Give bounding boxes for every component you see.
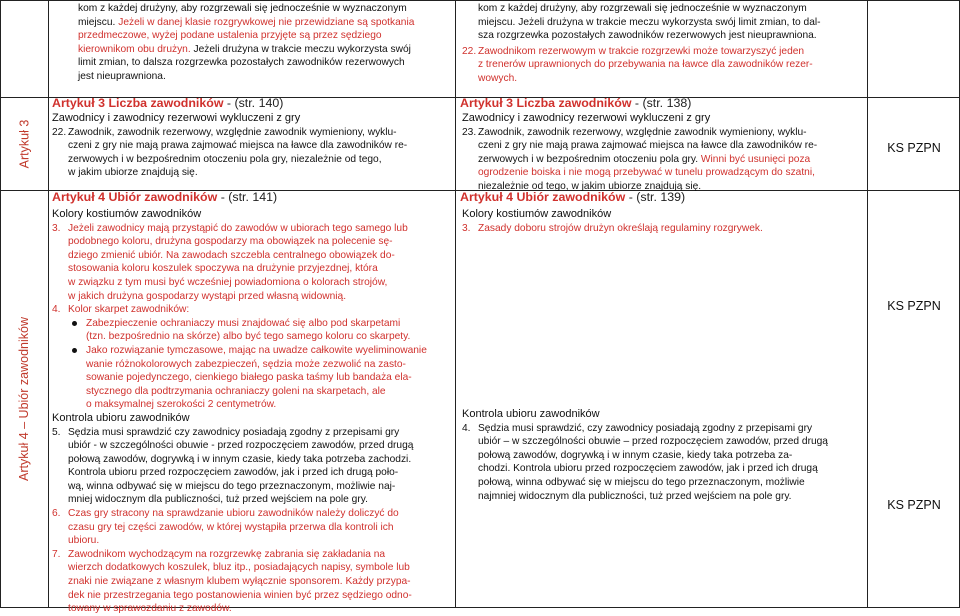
art3-link-right[interactable]: Liczba zawodników — [516, 96, 632, 110]
text-line: dziego zmienić ubiór. Na zawodach szczebla centralnego obowiązek do- — [68, 249, 395, 261]
text-line: ubiór - w szczególności obuwie - przed rozpoczęciem zawodów, przed drugą — [68, 440, 414, 452]
text-line: wą, winna odbywać się w miejscu do tego przeznaczonym, możliwie naj- — [68, 480, 396, 492]
art3-right-body — [462, 112, 862, 194]
text-line: połową zawodów, dogrywką i w innym czasie, kiedy taka potrzeba zachodzi. — [68, 453, 412, 465]
text-line: kom z każdej drużyny, aby rozgrzewali się jednocześnie w wyznaczonym — [478, 3, 807, 14]
side-label-art3-cell — [0, 97, 48, 190]
text-line: 22. Zawodnik, zawodnik rezerwowy, względnie zawodnik wymieniony, wyklu- — [52, 126, 397, 138]
column-divider-side — [48, 0, 49, 608]
text-line: miejscu. Jeżeli w danej klasie rozgrywkowej nie przewidziane są spotkania — [78, 16, 415, 28]
art4-heading-left: Artykuł 4 Ubiór zawodników - (str. 141) — [52, 190, 278, 204]
text-line: sza rozgrzewka pozostałych zawodników rezerwowych jest nieuprawniona. — [478, 30, 817, 42]
text-line: przedmeczowe, wyżej podane ustalenia przyjęte są przez sędziego — [78, 30, 382, 42]
text-line: niezależnie od tego, w jakim ubiorze znajdują się. — [478, 180, 702, 192]
text-line: jest nieuprawniona. — [78, 70, 166, 82]
art4-right-subheading-colors: Kolory kostiumów zawodników — [462, 208, 612, 220]
text-line: z trenerów uprawnionych do przebywania na ławce dla zawodników rezer- — [478, 59, 813, 71]
art4-heading-right: Artykuł 4 Ubiór zawodników - (str. 139) — [460, 190, 686, 204]
text-line: ubioru. — [68, 535, 100, 547]
bullet-icon — [72, 348, 77, 353]
art3-link-left[interactable]: Liczba zawodników — [108, 96, 224, 110]
text-line: 7. Zawodnikom wychodzącym na rozgrzewkę zabrania się zakładania na — [52, 548, 386, 560]
text-line: czasu gry tej części zawodów, w której wystąpiła przerwa dla kontroli ich — [68, 521, 394, 533]
ks-pzpn-tag: KS PZPN — [887, 498, 941, 512]
text-line: ubiór – w szczególności obuwie – przed rozpoczęciem zawodów, przed drugą — [478, 436, 828, 448]
text-line: czeni z gry nie mają prawa zajmować miejsca na ławce dla zawodników re- — [478, 140, 818, 152]
art3-left-subheading: Zawodnicy i zawodnicy rezerwowi wykluczeni z gry — [52, 112, 301, 124]
text-line: kom z każdej drużyny, aby rozgrzewali się jednocześnie w wyznaczonym — [78, 3, 407, 14]
text-line: towany w sprawozdaniu z zawodów. — [68, 603, 232, 615]
text-line: o maksymalnej szerokości 2 centymetrów. — [86, 399, 277, 411]
art4-left-subheading-colors: Kolory kostiumów zawodników — [52, 208, 202, 220]
art3-left-body — [52, 112, 450, 180]
text-line: zerwowych i w bezpośrednim otoczeniu pola gry. Winni być usunięci poza — [478, 153, 811, 165]
text-line: w jakich drużyna gospodarzy wystąpi przed własną widownią. — [68, 290, 347, 302]
ks-pzpn-tag: KS PZPN — [887, 141, 941, 155]
bullet-icon — [72, 321, 77, 326]
bullet-item: Jako rozwiązanie tymczasowe, mając na uwadze całkowite wyeliminowanie — [52, 344, 450, 358]
text-line: zerwowych i w bezpośrednim otoczeniu pola gry, niezależnie od tego, — [68, 153, 382, 165]
text-line: 4. Kolor skarpet zawodników: — [52, 304, 190, 316]
text-line: limit zmian, to dalsza rozgrzewka pozostałych zawodników rezerwowych — [78, 57, 405, 69]
text-line: połową, winna odbywać się w miejscu do tego przeznaczonym, możliwie — [478, 476, 805, 488]
art4-right-body — [462, 208, 862, 235]
text-line: połową zawodów, dogrywką i w innym czasie, kiedy taka potrzeba za- — [478, 449, 793, 461]
text-line: podobnego koloru, drużyna gospodarzy ma obowiązek na polecenie sę- — [68, 236, 393, 248]
top-left-text — [78, 2, 448, 84]
table-border-top — [0, 0, 960, 1]
text-line: Kontrola ubioru przed rozpoczęciem zawodów, jak i przed ich drugą poło- — [68, 467, 399, 479]
side-label-art4-cell — [0, 190, 48, 607]
text-line: dek nie przestrzegania tego postanowienia winien być przez sędziego odno- — [68, 589, 412, 601]
art4-link-left[interactable]: Ubiór zawodników — [108, 190, 218, 204]
bullet-item: Zabezpieczenie ochraniaczy musi znajdować się albo pod skarpetami — [52, 317, 450, 331]
text-line: miejscu. Jeżeli drużyna w trakcie meczu wykorzysta swój limit zmian, to dal- — [478, 16, 821, 28]
text-line: mniej widocznym dla publiczności, tuż przed wejściem na pole gry. — [68, 494, 368, 506]
column-divider-middle — [455, 0, 456, 608]
text-line: 23. Zawodnik, zawodnik rezerwowy, względnie zawodnik wymieniony, wyklu- — [462, 126, 807, 138]
art4-left-body — [52, 208, 450, 616]
art4-right-control — [462, 408, 862, 503]
text-line: w związku z tym musi być wcześniej powiadomiona o kolorach strojów, — [68, 276, 388, 288]
text-line: sowanie pojedynczego, cienkiego białego paska taśmy lub bandaża ela- — [86, 372, 412, 384]
top-right-text — [462, 2, 862, 86]
text-line: 6. Czas gry stracony na sprawdzanie ubioru zawodników należy doliczyć do — [52, 508, 399, 520]
text-line: 4. Sędzia musi sprawdzić, czy zawodnicy posiadają zgodny z przepisami gry — [462, 422, 813, 434]
text-line: najmniej widocznym dla publiczności, tuż przed wejściem na pole gry. — [478, 490, 792, 502]
text-line: wowych. — [478, 72, 518, 84]
text-line: stycznego dla podtrzymania ochraniaczy goleni na skarpetach, ale — [86, 385, 386, 397]
text-line: wanie różnokolorowych zabezpieczeń, sędzia może zezwolić na zasto- — [86, 358, 406, 370]
text-line: czeni z gry nie mają prawa zajmować miejsca na ławce dla zawodników re- — [68, 140, 408, 152]
text-line: ogrodzenie boiska i nie mogą przebywać w tunelu prowadzącym do szatni, — [478, 167, 815, 179]
item-22: 22. Zawodnikom rezerwowym w trakcie rozgrzewki może towarzyszyć jeden — [462, 45, 805, 57]
text-line: w jakim ubiorze znajdują się. — [68, 167, 198, 179]
text-line: (tzn. bezpośrednio na skórze) albo być tego samego koloru co skarpety. — [86, 331, 411, 343]
art4-link-right[interactable]: Ubiór zawodników — [516, 190, 626, 204]
text-line: stosowania koloru koszulek spoczywa na drużynie przyjezdnej, która — [68, 263, 378, 275]
side-label-art4: Artykuł 4 – Ubiór zawodników — [17, 316, 31, 481]
text-line: chodzi. Kontrola ubioru przed rozpoczęciem zawodów, jak i przed ich drugą — [478, 463, 818, 475]
side-label-art3: Artykuł 3 — [17, 119, 32, 168]
ks-pzpn-tag: KS PZPN — [887, 299, 941, 313]
art3-heading-left: Artykuł 3 Liczba zawodników - (str. 140) — [52, 96, 284, 110]
text-line: znaki nie związane z własnym klubem wyłącznie sponsorem. Każdy przypa- — [68, 576, 411, 588]
art3-right-subheading: Zawodnicy i zawodnicy rezerwowi wykluczeni z gry — [462, 112, 711, 124]
text-line: 5. Sędzia musi sprawdzić czy zawodnicy posiadają zgodny z przepisami gry — [52, 426, 400, 438]
text-line: 3. Zasady doboru strojów drużyn określają regulaminy rozgrywek. — [462, 222, 763, 234]
text-line: kierownikom obu drużyn. Jeżeli drużyna w trakcie meczu wykorzysta swój — [78, 43, 411, 55]
art3-heading-right: Artykuł 3 Liczba zawodników - (str. 138) — [460, 96, 692, 110]
art4-right-subheading-control: Kontrola ubioru zawodników — [462, 408, 600, 420]
text-line: wierzch dodatkowych koszulek, bluz itp., posiadających napisy, symbole lub — [68, 562, 410, 574]
text-line: 3. Jeżeli zawodnicy mają przystąpić do zawodów w ubiorach tego samego lub — [52, 222, 408, 234]
art4-left-subheading-control: Kontrola ubioru zawodników — [52, 411, 190, 424]
